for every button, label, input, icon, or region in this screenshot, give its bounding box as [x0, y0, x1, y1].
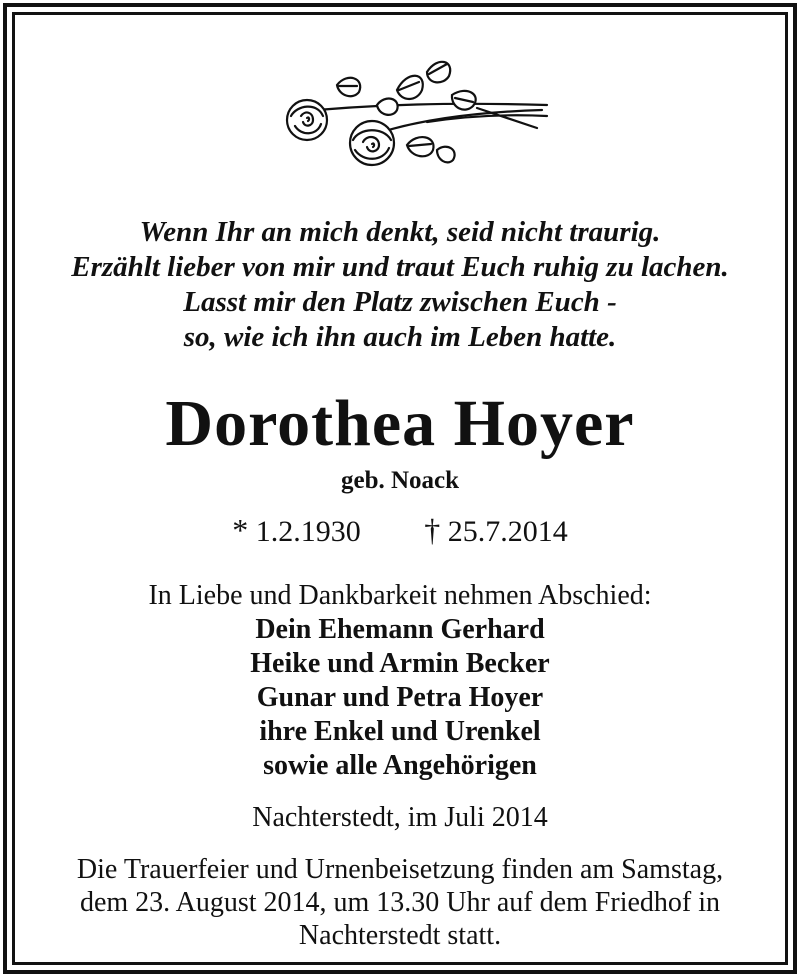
mourner: sowie alle Angehörigen: [263, 750, 537, 781]
death-date-group: [424, 512, 568, 550]
birth-date: 1.2.1930: [255, 515, 361, 548]
birth-date-group: [232, 512, 361, 550]
poem-line: Wenn Ihr an mich denkt, seid nicht traurig.: [139, 216, 661, 248]
funeral-info: [15, 853, 785, 952]
deceased-name: Dorothea Hoyer: [165, 387, 635, 460]
poem: [15, 215, 785, 355]
farewell-intro: In Liebe und Dankbarkeit nehmen Abschied:: [148, 580, 652, 611]
poem-line: so, wie ich ihn auch im Leben hatte.: [183, 321, 617, 353]
funeral-line: Die Trauerfeier und Urnenbeisetzung finden am Samstag,: [76, 854, 724, 885]
maiden-name: geb. Noack: [340, 467, 460, 494]
mourner: Dein Ehemann Gerhard: [255, 614, 545, 645]
mourner: Heike und Armin Becker: [250, 648, 550, 679]
mourner: Gunar und Petra Hoyer: [256, 682, 544, 713]
poem-line: Erzählt lieber von mir und traut Euch ruhig zu lachen.: [71, 251, 729, 283]
life-dates: [15, 512, 785, 550]
funeral-line: Nachterstedt statt.: [298, 920, 502, 951]
roses-icon: [277, 50, 557, 180]
place-date: Nachterstedt, im Juli 2014: [252, 802, 548, 833]
birth-symbol: *: [232, 512, 249, 548]
funeral-line: dem 23. August 2014, um 13.30 Uhr auf dem Friedhof in: [79, 887, 721, 918]
death-symbol: †: [424, 512, 441, 548]
mourner: ihre Enkel und Urenkel: [259, 716, 541, 747]
mourners-list: [15, 613, 785, 783]
poem-line: Lasst mir den Platz zwischen Euch -: [183, 286, 617, 318]
death-date: 25.7.2014: [447, 515, 568, 548]
